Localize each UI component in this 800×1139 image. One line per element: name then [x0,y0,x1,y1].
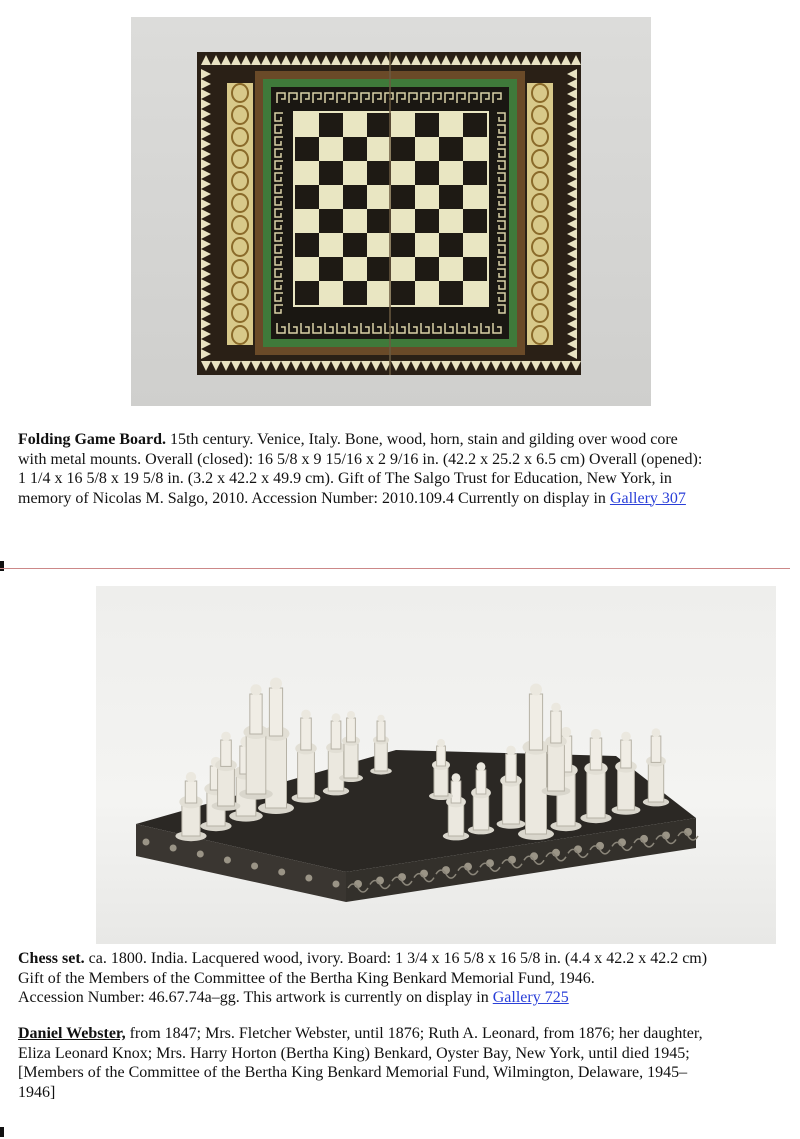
board-square [391,185,415,209]
floral-motif [143,839,150,846]
chess-set-title: Chess set. [18,950,85,967]
board-square [319,137,343,161]
provenance-line: from 1847; Mrs. Fletcher Webster, until 1876; Ruth A. Leonard, from 1876; her daughter, [125,1025,703,1042]
gallery-725-link[interactable]: Gallery 725 [492,989,569,1006]
board-square [295,209,319,233]
caption-line: ca. 1800. India. Lacquered wood, ivory. Board: 1 3/4 x 16 5/8 x 16 5/8 in. (4.4 x 42.2 x 42.2 cm) [84,950,708,967]
provenance-name: Daniel Webster, [18,1025,126,1042]
margin-mark [0,1127,4,1137]
caption-line: with metal mounts. Overall (closed): 16 5/8 x 9 15/16 x 2 9/16 in. (42.2 x 25.2 x 6.5 cm) Overall (opened): [18,450,703,468]
floral-motif [278,869,285,876]
board-square [295,137,319,161]
board-square [415,233,439,257]
board-square [295,161,319,185]
board-square [415,281,439,305]
board-square [463,161,487,185]
game-board-illustration [131,17,651,406]
board-square [319,113,343,137]
folding-board-caption [18,430,788,508]
board-square [343,113,367,137]
board-square [343,209,367,233]
board-square [367,233,391,257]
gallery-307-link[interactable]: Gallery 307 [609,489,686,507]
board-square [463,113,487,137]
folding-board-title: Folding Game Board. [18,431,167,448]
provenance-line: [Members of the Committee of the Bertha King Benkard Memorial Fund, Wilmington, Delaware, 1945– [18,1064,688,1081]
board-square [415,209,439,233]
carved-panel-left [227,83,253,345]
board-square [415,185,439,209]
board-square [343,185,367,209]
board-square [439,209,463,233]
board-square [439,161,463,185]
board-square [319,281,343,305]
caption-line: 1 1/4 x 16 5/8 x 19 5/8 in. (3.2 x 42.2 x 49.9 cm). Gift of The Salgo Trust for Education, New York, in [18,470,672,487]
board-square [463,137,487,161]
floral-motif [333,881,340,888]
caption-line: Accession Number: 46.67.74a–gg. This artwork is currently on display in [18,989,493,1006]
floral-motif [224,857,231,864]
board-square [463,185,487,209]
board-square [463,233,487,257]
board-square [439,281,463,305]
chequerboard [293,111,489,307]
board-square [367,137,391,161]
margin-mark [0,561,4,571]
board-square [463,281,487,305]
board-square [439,113,463,137]
board-square [463,209,487,233]
board-square [319,185,343,209]
floral-motif [170,845,177,852]
board-square [367,257,391,281]
board-square [319,161,343,185]
caption-line: memory of Nicolas M. Salgo, 2010. Accession Number: 2010.109.4 Currently on display in [18,489,610,507]
floral-motif [251,863,258,870]
board-square [415,137,439,161]
board-square [391,281,415,305]
board-square [295,257,319,281]
board-square [295,185,319,209]
board-square [367,185,391,209]
board-square [295,281,319,305]
provenance-line: 1946] [18,1083,56,1101]
board-square [391,233,415,257]
board-square [319,209,343,233]
board-square [343,137,367,161]
board-square [319,233,343,257]
provenance-line: Eliza Leonard Knox; Mrs. Harry Horton (Bertha King) Benkard, Oyster Bay, New York, until died 1945; [18,1044,690,1062]
board-square [343,233,367,257]
separator-line [0,568,790,569]
board-square [367,113,391,137]
board-square [295,233,319,257]
chess-set-illustration [96,586,776,944]
board-square [367,281,391,305]
board-square [367,209,391,233]
board-square [415,257,439,281]
board-square [367,161,391,185]
board-square [439,233,463,257]
board-square [415,113,439,137]
board-square [391,113,415,137]
board-square [439,257,463,281]
board-square [391,209,415,233]
board-square [439,185,463,209]
chess-set-caption [18,949,788,1008]
board-square [343,161,367,185]
floral-motif [197,851,204,858]
board-square [391,137,415,161]
provenance-text [18,1024,788,1102]
board-square [343,281,367,305]
board-square [319,257,343,281]
board-square [295,113,319,137]
caption-line: Gift of the Members of the Committee of the Bertha King Benkard Memorial Fund, 1946. [18,969,595,987]
folding-game-board-photo [131,17,651,406]
board-square [391,161,415,185]
board-square [391,257,415,281]
chess-set-photo [96,586,776,944]
floral-motif [305,875,312,882]
board-square [439,137,463,161]
board-square [463,257,487,281]
carved-panel-right [527,83,553,345]
caption-line: 15th century. Venice, Italy. Bone, wood, horn, stain and gilding over wood core [166,431,678,448]
board-square [343,257,367,281]
board-square [415,161,439,185]
